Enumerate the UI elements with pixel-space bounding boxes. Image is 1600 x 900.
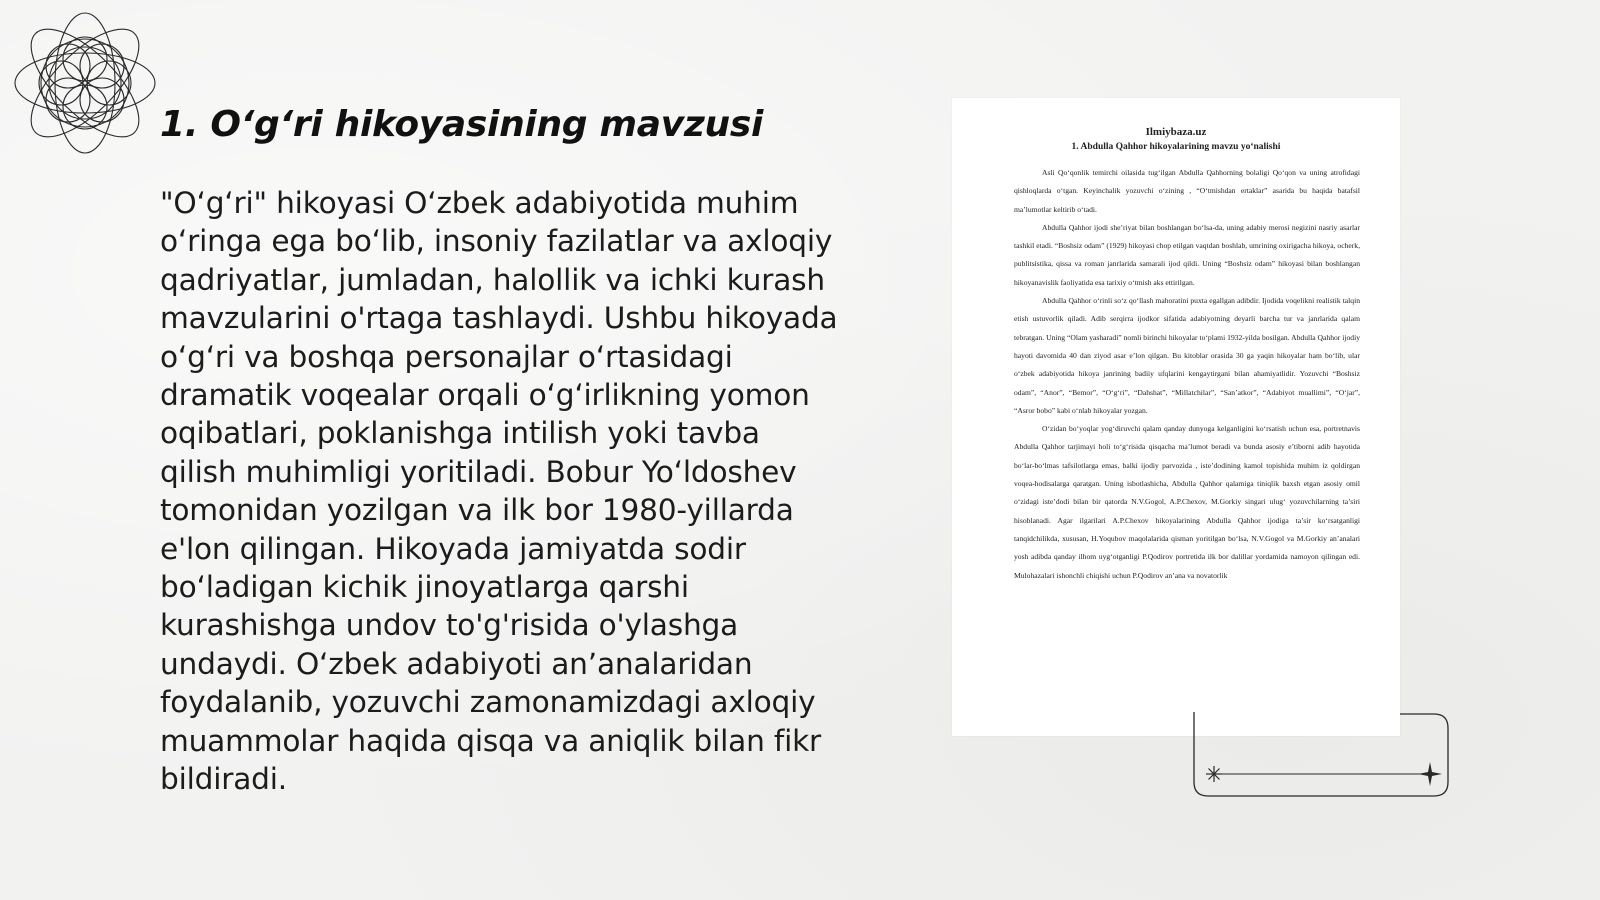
document-heading: 1. Abdulla Qahhor hikoyalarining mavzu yo‘nalishi	[1071, 142, 1281, 152]
document-paragraph: Abdulla Qahhor ijodi she’riyat bilan boshlangan bo‘lsa-da, uning adabiy merosi negizini nasriy asarlar tashkil etadi. “Boshsiz odam” (1929) hikoyasi chop etilgan vaqtdan boshlab, umrining oxirigacha hikoya, ocherk, publitsistika, qissa va roman janrlarida samarali ijod qildi. Uning “Boshsiz odam” hikoyasi bilan boshlangan hikoyanavislik faoliyatida esa tarixiy o‘tmish aks ettirilgan.	[1014, 222, 1360, 287]
circle-ornament-icon	[12, 10, 158, 156]
slide-body-text: "O‘g‘ri" hikoyasi O‘zbek adabiyotida muhim o‘ringa ega bo‘lib, insoniy fazilatlar va axloqiy qadriyatlar, jumladan, halollik va ichki kurash mavzularini o'rtaga tashlaydi. Ushbu hikoyada o‘g‘ri va boshqa personajlar o‘rtasidagi dramatik voqealar orqali o‘g‘irlikning yomon oqibatlari, poklanishga intilish yoki tavba qilish muhimligi yoritiladi. Bobur Yo‘ldoshev tomonidan yozilgan va ilk bor 1980-yillarda e'lon qilingan. Hikoyada jamiyatda sodir bo‘ladigan kichik jinoyatlarga qarshi kurashishga undov to'g'risida o'ylashga undaydi. O‘zbek adabiyoti an’analaridan foydalanib, yozuvchi zamonamizdagi axloqiy muammolar haqida qisqa va aniqlik bilan fikr bildiradi.	[160, 186, 838, 797]
document-text	[1014, 164, 1360, 585]
slide-title: 1. O‘g‘ri hikoyasining mavzusi	[160, 104, 764, 145]
document-paragraph: Asli Qo‘qonlik temirchi oilasida tug‘ilgan Abdulla Qahhorning bolaligi Qo‘qon va uning atrofidagi qishloqlarda o‘tgan. Keyinchalik yozuvchi o‘zining , “O‘tmishdan ertaklar” asarida bu haqida batafsil ma’lumotlar keltirib o‘tadi.	[1014, 168, 1360, 214]
document-page-image	[952, 98, 1400, 736]
document-site-name: Ilmiybaza.uz	[1145, 126, 1207, 138]
document-paragraph: O‘zidan bo‘yoqlar yog‘diruvchi qalam qanday dunyoga kelganligini ko‘rsatish uchun esa, portretnavis Abdulla Qahhor tarjimayi holi to‘g‘risida qisqacha ma’lumot beradi va bunda asosiy e’tiborni adib hayotida bo‘lar-bo‘lmas tafsilotlarga emas, balki ijodiy parvozida , iste’dodining kamol topishida muhim iz qoldirgan voqea-hodisalarga qaratgan. Uning isbotlashicha, Abdulla Qahhor qalamiga tiniqlik baxsh etgan asosiy omil o‘zidagi iste’dodi bilan bir qatorda N.V.Gogol, A.P.Chexov, M.Gorkiy singari ulug‘ yozuvchilarning ta’siri hisoblanadi. Agar ilgarilari A.P.Chexov hikoyalarining Abdulla Qahhor ijodiga ta’sir ko‘rsatganligi tanqidchilikda, xususan, H.Yoqubov maqolalarida qisman yoritilgan bo‘lsa, N.V.Gogol va M.Gorkiy an’analari yosh adibda qanday ilhom uyg‘otganligi P.Qodirov portretida ilk bor dalillar yordamida namoyon qilingan edi. Mulohazalari ishonchli chiqishi uchun P.Qodirov an’ana va novatorlik	[1014, 424, 1360, 580]
document-paragraph: Abdulla Qahhor o‘rinli so‘z qo‘llash mahoratini puxta egallgan adibdir. Ijodida voqelikni realistik talqin etish ustuvorlik qiladi. Adib serqirra ijodkor sifatida adabiyotning deyarli barcha tur va janrlarida qalam tebratgan. Uning “Olam yasharadi” nomli birinchi hikoyalar to‘plami 1932-yilda bosilgan. Abdulla Qahhor ijodiy hayoti davomida 40 dan ziyod asar e’lon qilgan. Bu kitoblar orasida 30 ga yaqin hikoyalar ham bo‘lib, ular o‘zbek adabiyotida hikoya janrining badiiy ufqlarini kengaytirgani bilan ahamiyatlidir. Yozuvchi “Boshsiz odam”, “Anor”, “Bemor”, “O‘g‘ri”, “Dahshat”, “Millatchilar”, “San’atkor”, “Adabiyot muallimi”, “O‘jar”, “Asror bobo” kabi o‘nlab hikoyalar yozgan.	[1014, 296, 1360, 415]
